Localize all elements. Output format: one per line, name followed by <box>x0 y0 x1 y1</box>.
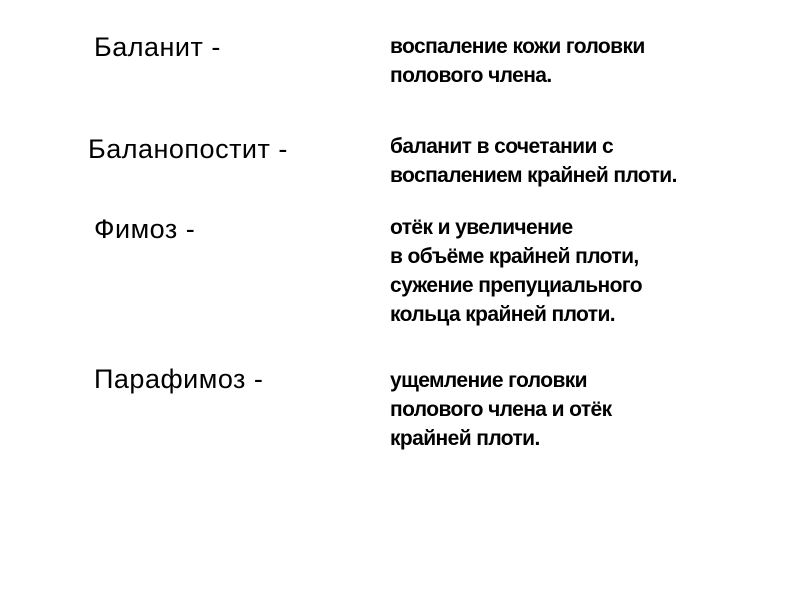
definition-paraphimosis <box>390 366 780 453</box>
definition-balanitis <box>390 32 780 90</box>
definition-line: воспаление кожи головки <box>390 35 645 58</box>
definition-line: крайней плоти. <box>390 427 540 450</box>
term-phimosis: Фимоз - <box>94 214 196 244</box>
term-balanoposthitis: Баланопостит - <box>88 134 288 164</box>
definition-line: кольца крайней плоти. <box>390 303 615 326</box>
definition-line: баланит в сочетании с <box>390 135 614 158</box>
definition-balanoposthitis <box>390 132 780 190</box>
definition-line: полового члена. <box>390 64 552 87</box>
definition-line: ущемление головки <box>390 369 587 392</box>
term-balanitis: Баланит - <box>94 32 221 62</box>
definition-phimosis <box>390 213 780 329</box>
term-paraphimosis: Парафимоз - <box>94 364 264 394</box>
definition-line: сужение препуциального <box>390 274 642 297</box>
definition-line: полового члена и отёк <box>390 398 612 421</box>
definition-line: в объёме крайней плоти, <box>390 245 639 268</box>
definition-line: отёк и увеличение <box>390 216 573 239</box>
definition-line: воспалением крайней плоти. <box>390 164 677 187</box>
